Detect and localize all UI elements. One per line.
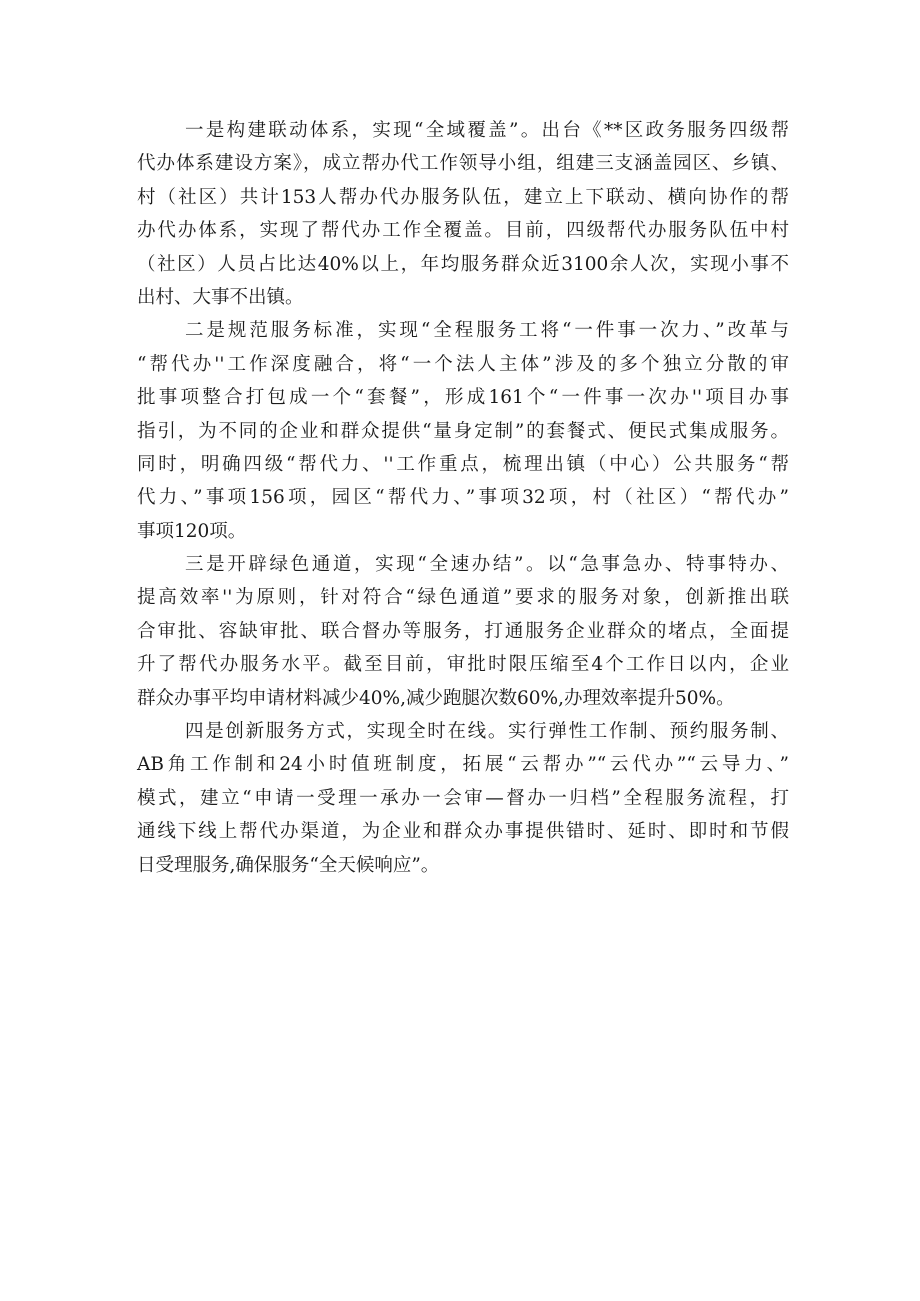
paragraph-2	[137, 314, 789, 548]
text-line: 办代办体系，实现了帮代办工作全覆盖。目前，四级帮代办服务队伍中村	[137, 220, 789, 242]
text-line: 通线下线上帮代办渠道，为企业和群众办事提供错时、延时、即时和节假	[137, 821, 789, 843]
document-body	[137, 114, 789, 882]
text-line: 事项120项。	[137, 520, 247, 542]
text-line: 三是开辟绿色通道，实现“全速办结”。以“急事急办、特事特办、	[185, 554, 789, 576]
text-line: 代办体系建设方案》，成立帮办代工作领导小组，组建三支涵盖园区、乡镇、	[137, 153, 789, 175]
text-line: 指引，为不同的企业和群众提供“量身定制”的套餐式、便民式集成服务。	[137, 420, 789, 442]
text-line: “帮代办''工作深度融合，将“一个法人主体”涉及的多个独立分散的审	[137, 353, 789, 375]
text-line: 提高效率''为原则，针对符合“绿色通道”要求的服务对象，创新推出联	[137, 587, 789, 609]
text-line: 四是创新服务方式，实现全时在线。实行弹性工作制、预约服务制、	[185, 721, 789, 743]
text-line: 一是构建联动体系，实现“全域覆盖”。出台《**区政务服务四级帮	[185, 120, 789, 141]
text-line: 同时，明确四级“帮代力、''工作重点，梳理出镇（中心）公共服务“帮	[137, 453, 789, 475]
text-line: AB角工作制和24小时值班制度，拓展“云帮办”“云代办”“云导力、”	[137, 754, 789, 776]
text-line: 代力、”事项156项，园区“帮代力、”事项32项，村（社区）“帮代办”	[137, 487, 789, 509]
text-line: 批事项整合打包成一个“套餐”，形成161个“一件事一次办''项目办事	[137, 387, 789, 409]
text-line: 二是规范服务标准，实现“全程服务工将“一件事一次力、”改革与	[185, 320, 789, 342]
text-line: （社区）人员占比达40%以上，年均服务群众近3100余人次，实现小事不	[137, 253, 789, 275]
text-line: 出村、大事不出镇。	[137, 286, 304, 308]
paragraph-4	[137, 715, 789, 882]
text-line: 模式，建立“申请一受理一承办一会审—督办一归档”全程服务流程，打	[137, 787, 789, 809]
text-line: 升了帮代办服务水平。截至目前，审批时限压缩至4个工作日以内，企业	[137, 654, 789, 676]
text-line: 村（社区）共计153人帮办代办服务队伍，建立上下联动、横向协作的帮	[137, 186, 789, 208]
text-line: 群众办事平均申请材料减少40%,减少跑腿次数60%,办理效率提升50%。	[137, 687, 735, 709]
paragraph-3	[137, 548, 789, 715]
text-line: 合审批、容缺审批、联合督办等服务，打通服务企业群众的堵点，全面提	[137, 620, 789, 642]
paragraph-1	[137, 114, 789, 314]
text-line: 日受理服务,确保服务“全天候响应”。	[137, 854, 440, 876]
